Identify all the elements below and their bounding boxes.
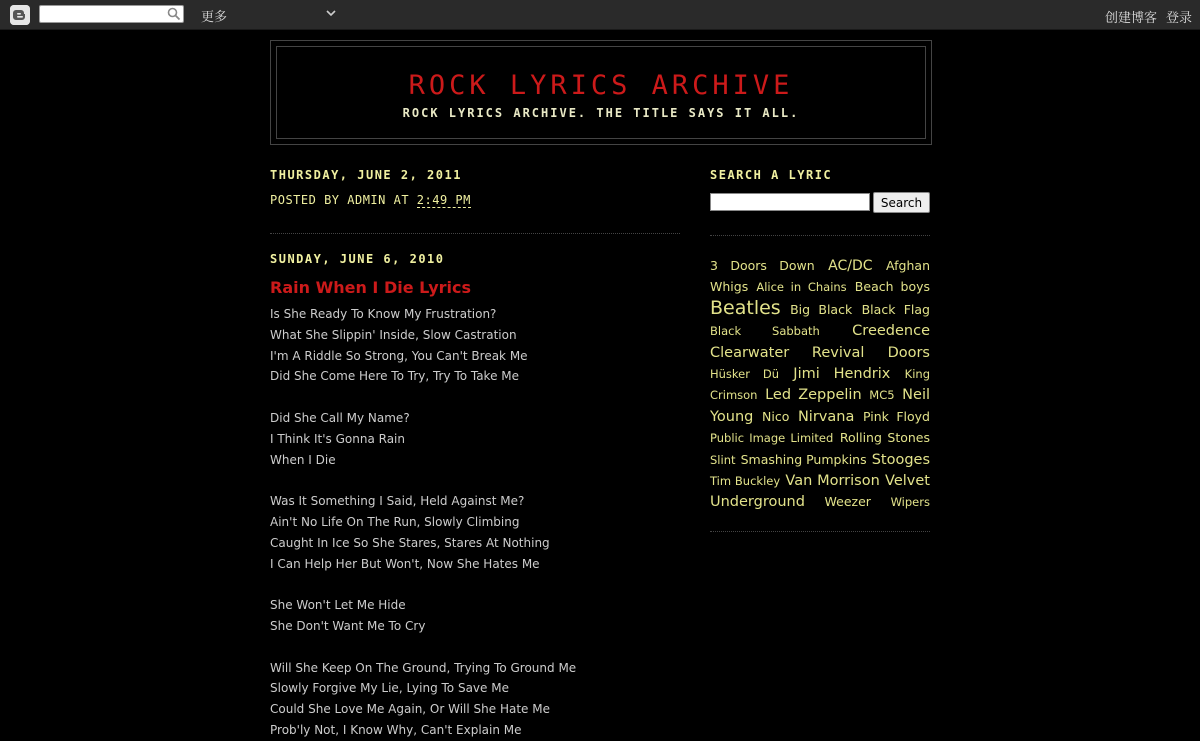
blogger-icon[interactable] bbox=[10, 5, 30, 25]
post-footer bbox=[270, 193, 680, 207]
lyric-line: When I Die bbox=[270, 452, 336, 467]
label-link[interactable]: Weezer bbox=[824, 494, 871, 510]
post-title[interactable]: Rain When I Die Lyrics bbox=[270, 278, 472, 297]
lyric-line: She Don't Want Me To Cry bbox=[270, 618, 426, 633]
label-link[interactable]: 3 Doors Down bbox=[710, 258, 815, 273]
label-link[interactable]: Velvet Underground bbox=[710, 473, 930, 511]
lyric-line: Did She Come Here To Try, Try To Take Me bbox=[270, 369, 519, 384]
post-byline: POSTED BY ADMIN AT bbox=[270, 193, 410, 207]
label-link[interactable]: Van Morrison bbox=[785, 473, 880, 490]
label-link[interactable]: Pink Floyd bbox=[862, 408, 930, 424]
lyric-line: Prob'ly Not, I Know Why, Can't Explain Me bbox=[270, 722, 522, 737]
label-link[interactable]: Big Black bbox=[790, 301, 853, 317]
label-link[interactable]: AC/DC bbox=[828, 258, 873, 274]
navbar bbox=[0, 0, 1200, 30]
post-timestamp-link[interactable]: 2:49 PM bbox=[416, 193, 471, 207]
label-link[interactable]: Nirvana bbox=[797, 408, 855, 425]
lyric-line: Did She Call My Name? bbox=[270, 410, 410, 425]
label-link[interactable]: Beatles bbox=[710, 296, 781, 319]
date-header: THURSDAY, JUNE 2, 2011 bbox=[270, 168, 462, 182]
post-divider bbox=[270, 233, 680, 234]
lyric-line: Will She Keep On The Ground, Trying To Ground Me bbox=[270, 660, 577, 675]
label-link[interactable]: Alice in Chains bbox=[756, 280, 847, 295]
search-icon[interactable] bbox=[167, 7, 181, 21]
lyric-line: Caught In Ice So She Stares, Stares At Nothing bbox=[270, 535, 550, 550]
lyric-search-input[interactable] bbox=[710, 193, 870, 211]
label-link[interactable]: King Crimson bbox=[710, 367, 930, 403]
lyric-stanza bbox=[270, 304, 680, 387]
lyric-line: Was It Something I Said, Held Against Me? bbox=[270, 494, 525, 509]
lyric-line: She Won't Let Me Hide bbox=[270, 598, 406, 613]
label-link[interactable]: Tim Buckley bbox=[710, 474, 781, 489]
search-button[interactable]: Search bbox=[873, 192, 930, 213]
date-header: SUNDAY, JUNE 6, 2010 bbox=[270, 252, 445, 266]
lyric-line: Is She Ready To Know My Frustration? bbox=[270, 307, 497, 321]
blog-header-inner bbox=[276, 46, 926, 139]
label-link[interactable]: MC5 bbox=[869, 388, 895, 403]
post-body bbox=[270, 304, 680, 741]
label-link[interactable]: Public Image Limited bbox=[710, 431, 834, 446]
label-link[interactable]: Neil Young bbox=[710, 387, 930, 425]
lyric-line: Could She Love Me Again, Or Will She Hate Me bbox=[270, 702, 550, 717]
blog-description: ROCK LYRICS ARCHIVE. THE TITLE SAYS IT ALL. bbox=[402, 106, 800, 120]
blog-header bbox=[270, 40, 932, 145]
label-link[interactable]: Black Flag bbox=[861, 301, 930, 317]
login-link[interactable]: 登录 bbox=[1165, 11, 1192, 26]
lyric-line: Ain't No Life On The Run, Slowly Climbing bbox=[270, 514, 520, 529]
more-menu[interactable]: 更多 bbox=[201, 10, 228, 25]
label-link[interactable]: Black Sabbath bbox=[710, 324, 820, 339]
sidebar-divider bbox=[710, 531, 930, 532]
blog-title[interactable]: ROCK LYRICS ARCHIVE bbox=[408, 70, 794, 101]
label-link[interactable]: Afghan Whigs bbox=[710, 258, 930, 295]
label-link[interactable]: Slint bbox=[710, 452, 736, 467]
lyric-line: I'm A Riddle So Strong, You Can't Break Me bbox=[270, 348, 528, 363]
lyric-stanza bbox=[270, 491, 680, 574]
lyric-stanza bbox=[270, 595, 680, 637]
sidebar bbox=[710, 168, 930, 532]
label-link[interactable]: Smashing Pumpkins bbox=[740, 451, 867, 467]
navbar-search-box bbox=[39, 5, 184, 23]
lyric-line: I Can Help Her But Won't, Now She Hates Me bbox=[270, 556, 540, 571]
label-link[interactable]: Stooges bbox=[871, 451, 931, 468]
lyric-stanza bbox=[270, 408, 680, 470]
label-link[interactable]: Jimi Hendrix bbox=[793, 366, 891, 383]
create-blog-link[interactable]: 创建博客 bbox=[1104, 11, 1157, 26]
label-link[interactable]: Creedence Clearwater Revival bbox=[710, 323, 930, 361]
label-link[interactable]: Hüsker Dü bbox=[710, 367, 779, 382]
chevron-down-icon[interactable] bbox=[326, 8, 336, 18]
label-link[interactable]: Rolling Stones bbox=[839, 430, 930, 446]
search-widget bbox=[710, 192, 930, 214]
label-link[interactable]: Beach boys bbox=[854, 279, 931, 295]
label-link[interactable]: Doors bbox=[887, 344, 930, 361]
lyric-stanza bbox=[270, 658, 680, 741]
navbar-search-input[interactable] bbox=[42, 6, 162, 22]
search-widget-title: SEARCH A LYRIC bbox=[710, 168, 833, 182]
label-cloud bbox=[710, 255, 930, 513]
label-link[interactable]: Led Zeppelin bbox=[765, 387, 862, 404]
lyric-line: Slowly Forgive My Lie, Lying To Save Me bbox=[270, 681, 509, 696]
lyric-line: What She Slippin' Inside, Slow Castration bbox=[270, 327, 517, 342]
label-link[interactable]: Wipers bbox=[890, 495, 930, 510]
sidebar-divider bbox=[710, 235, 930, 236]
main-column bbox=[270, 168, 680, 741]
label-link[interactable]: Nico bbox=[762, 408, 790, 424]
lyric-line: I Think It's Gonna Rain bbox=[270, 431, 405, 446]
